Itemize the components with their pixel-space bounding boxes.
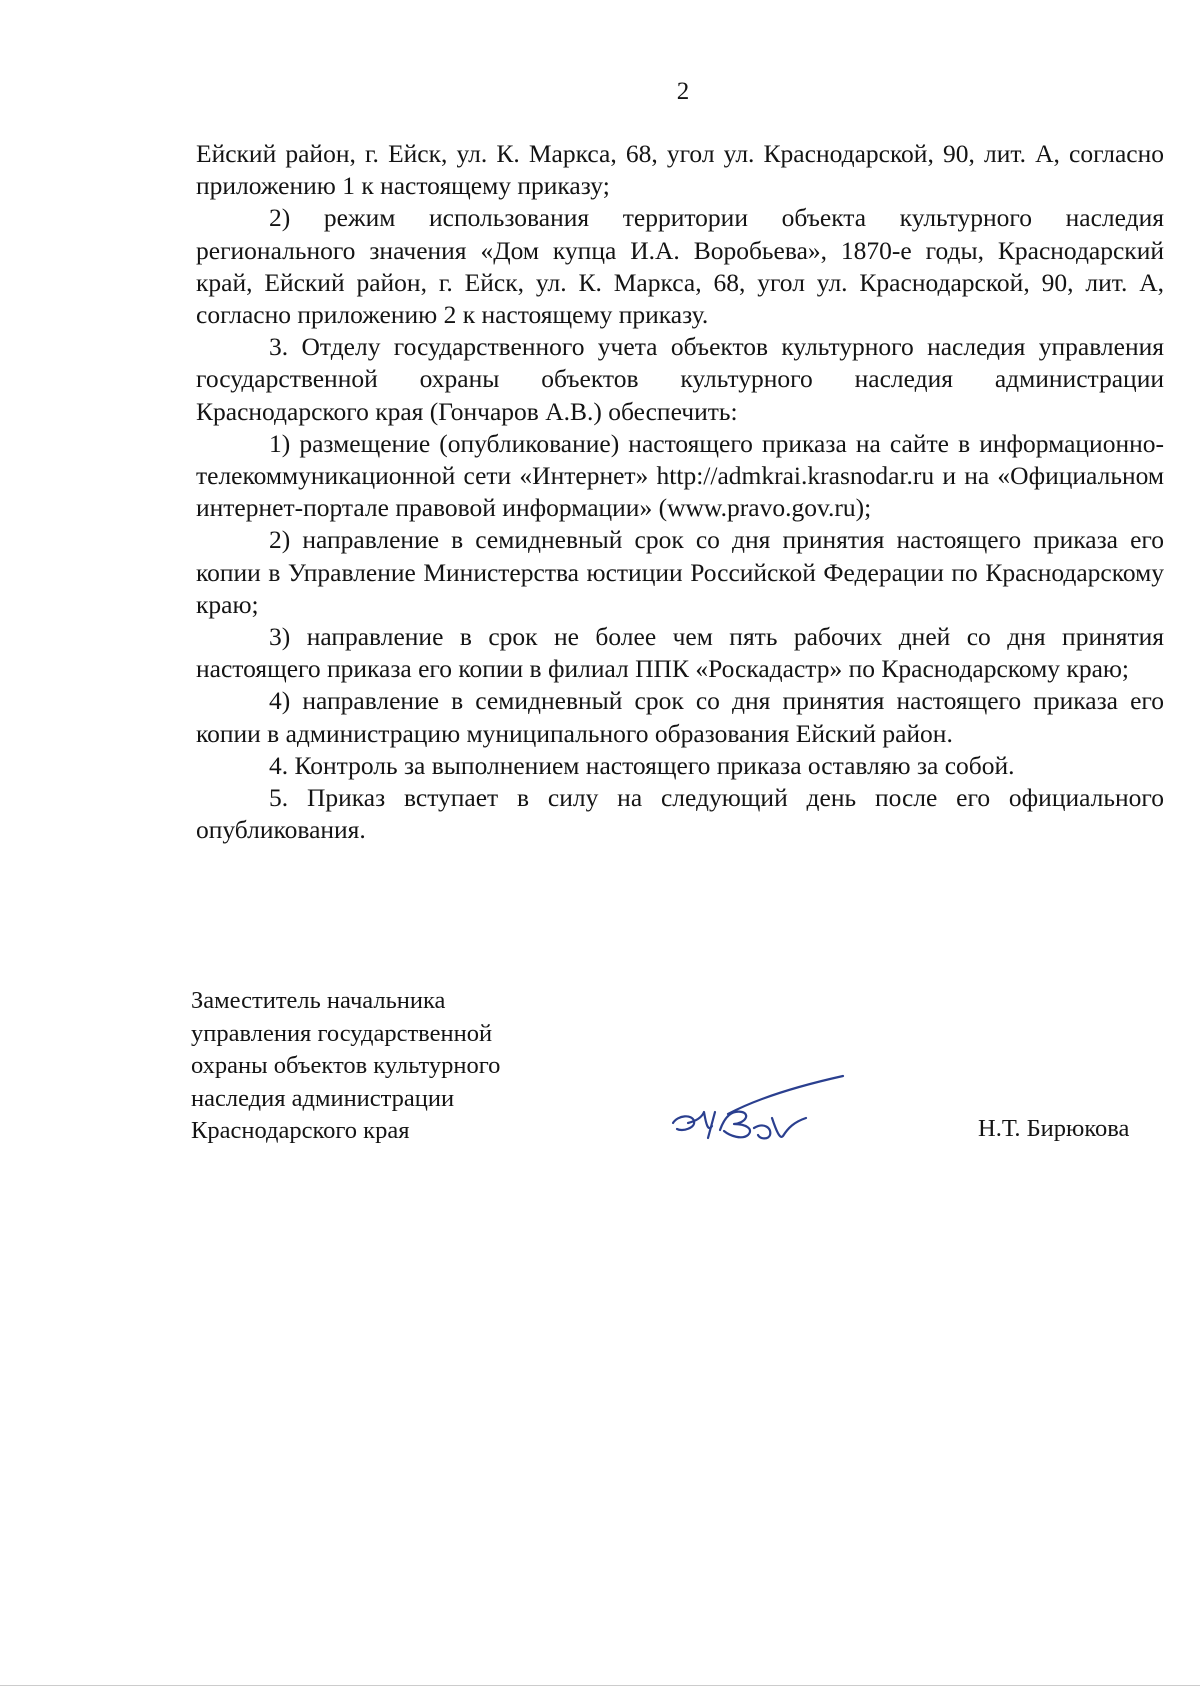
signatory-position-line: охраны объектов культурного xyxy=(191,1052,501,1079)
bottom-divider xyxy=(0,1685,1200,1686)
page-number: 2 xyxy=(676,78,690,105)
paragraph-item-3-department-duties: 3. Отделу государственного учета объектов культурного наследия управления государственной охраны объектов культурного наследия администрации Краснодарского края (Гончаров А.В.) обеспечить: xyxy=(196,332,1164,426)
signatory-position xyxy=(191,985,500,1148)
handwritten-signature xyxy=(668,1068,853,1143)
paragraph-subitem-2-ministry-of-justice: 2) направление в семидневный срок со дня принятия настоящего приказа его копии в Управление Министерства юстиции Российской Федерации по Краснодарскому краю; xyxy=(196,525,1164,619)
signatory-name: Н.Т. Бирюкова xyxy=(978,1115,1130,1142)
signatory-position-line: Краснодарского края xyxy=(191,1117,410,1144)
signatory-position-line: управления государственной xyxy=(191,1019,493,1047)
paragraph-address-continuation: Ейский район, г. Ейск, ул. К. Маркса, 68, угол ул. Краснодарской, 90, лит. А, согласно приложению 1 к настоящему приказу; xyxy=(196,139,1164,201)
signatory-position-line: Заместитель начальника xyxy=(191,987,446,1014)
signatory-position-line: наследия администрации xyxy=(191,1084,455,1112)
document-body xyxy=(196,138,1164,846)
paragraph-item-4-control: 4. Контроль за выполнением настоящего приказа оставляю за собой. xyxy=(269,750,1015,780)
paragraph-subitem-4-municipal-administration: 4) направление в семидневный срок со дня принятия настоящего приказа его копии в администрацию муниципального образования Ейский район. xyxy=(196,686,1164,748)
paragraph-subitem-3-roskadastr: 3) направление в срок не более чем пять рабочих дней со дня принятия настоящего приказа его копии в филиал ППК «Роскадастр» по Краснодарскому краю; xyxy=(196,622,1164,684)
paragraph-item-5-entry-into-force: 5. Приказ вступает в силу на следующий день после его официального опубликования. xyxy=(196,783,1164,845)
paragraph-item-2-territory-regime: 2) режим использования территории объекта культурного наследия регионального значения «Дом купца И.А. Воробьева», 1870-е годы, Краснодарский край, Ейский район, г. Ейск, ул. К. Маркса, 68, угол ул. Краснодарской, 90, лит. А, согласно приложению 2 к настоящему приказу. xyxy=(196,203,1164,330)
paragraph-subitem-1-publication: 1) размещение (опубликование) настоящего приказа на сайте в информационно-телекоммуникационной сети «Интернет» http://admkrai.krasnodar.ru и на «Официальном интернет-портале правовой информации» (www.pravo.gov.ru); xyxy=(196,428,1164,523)
